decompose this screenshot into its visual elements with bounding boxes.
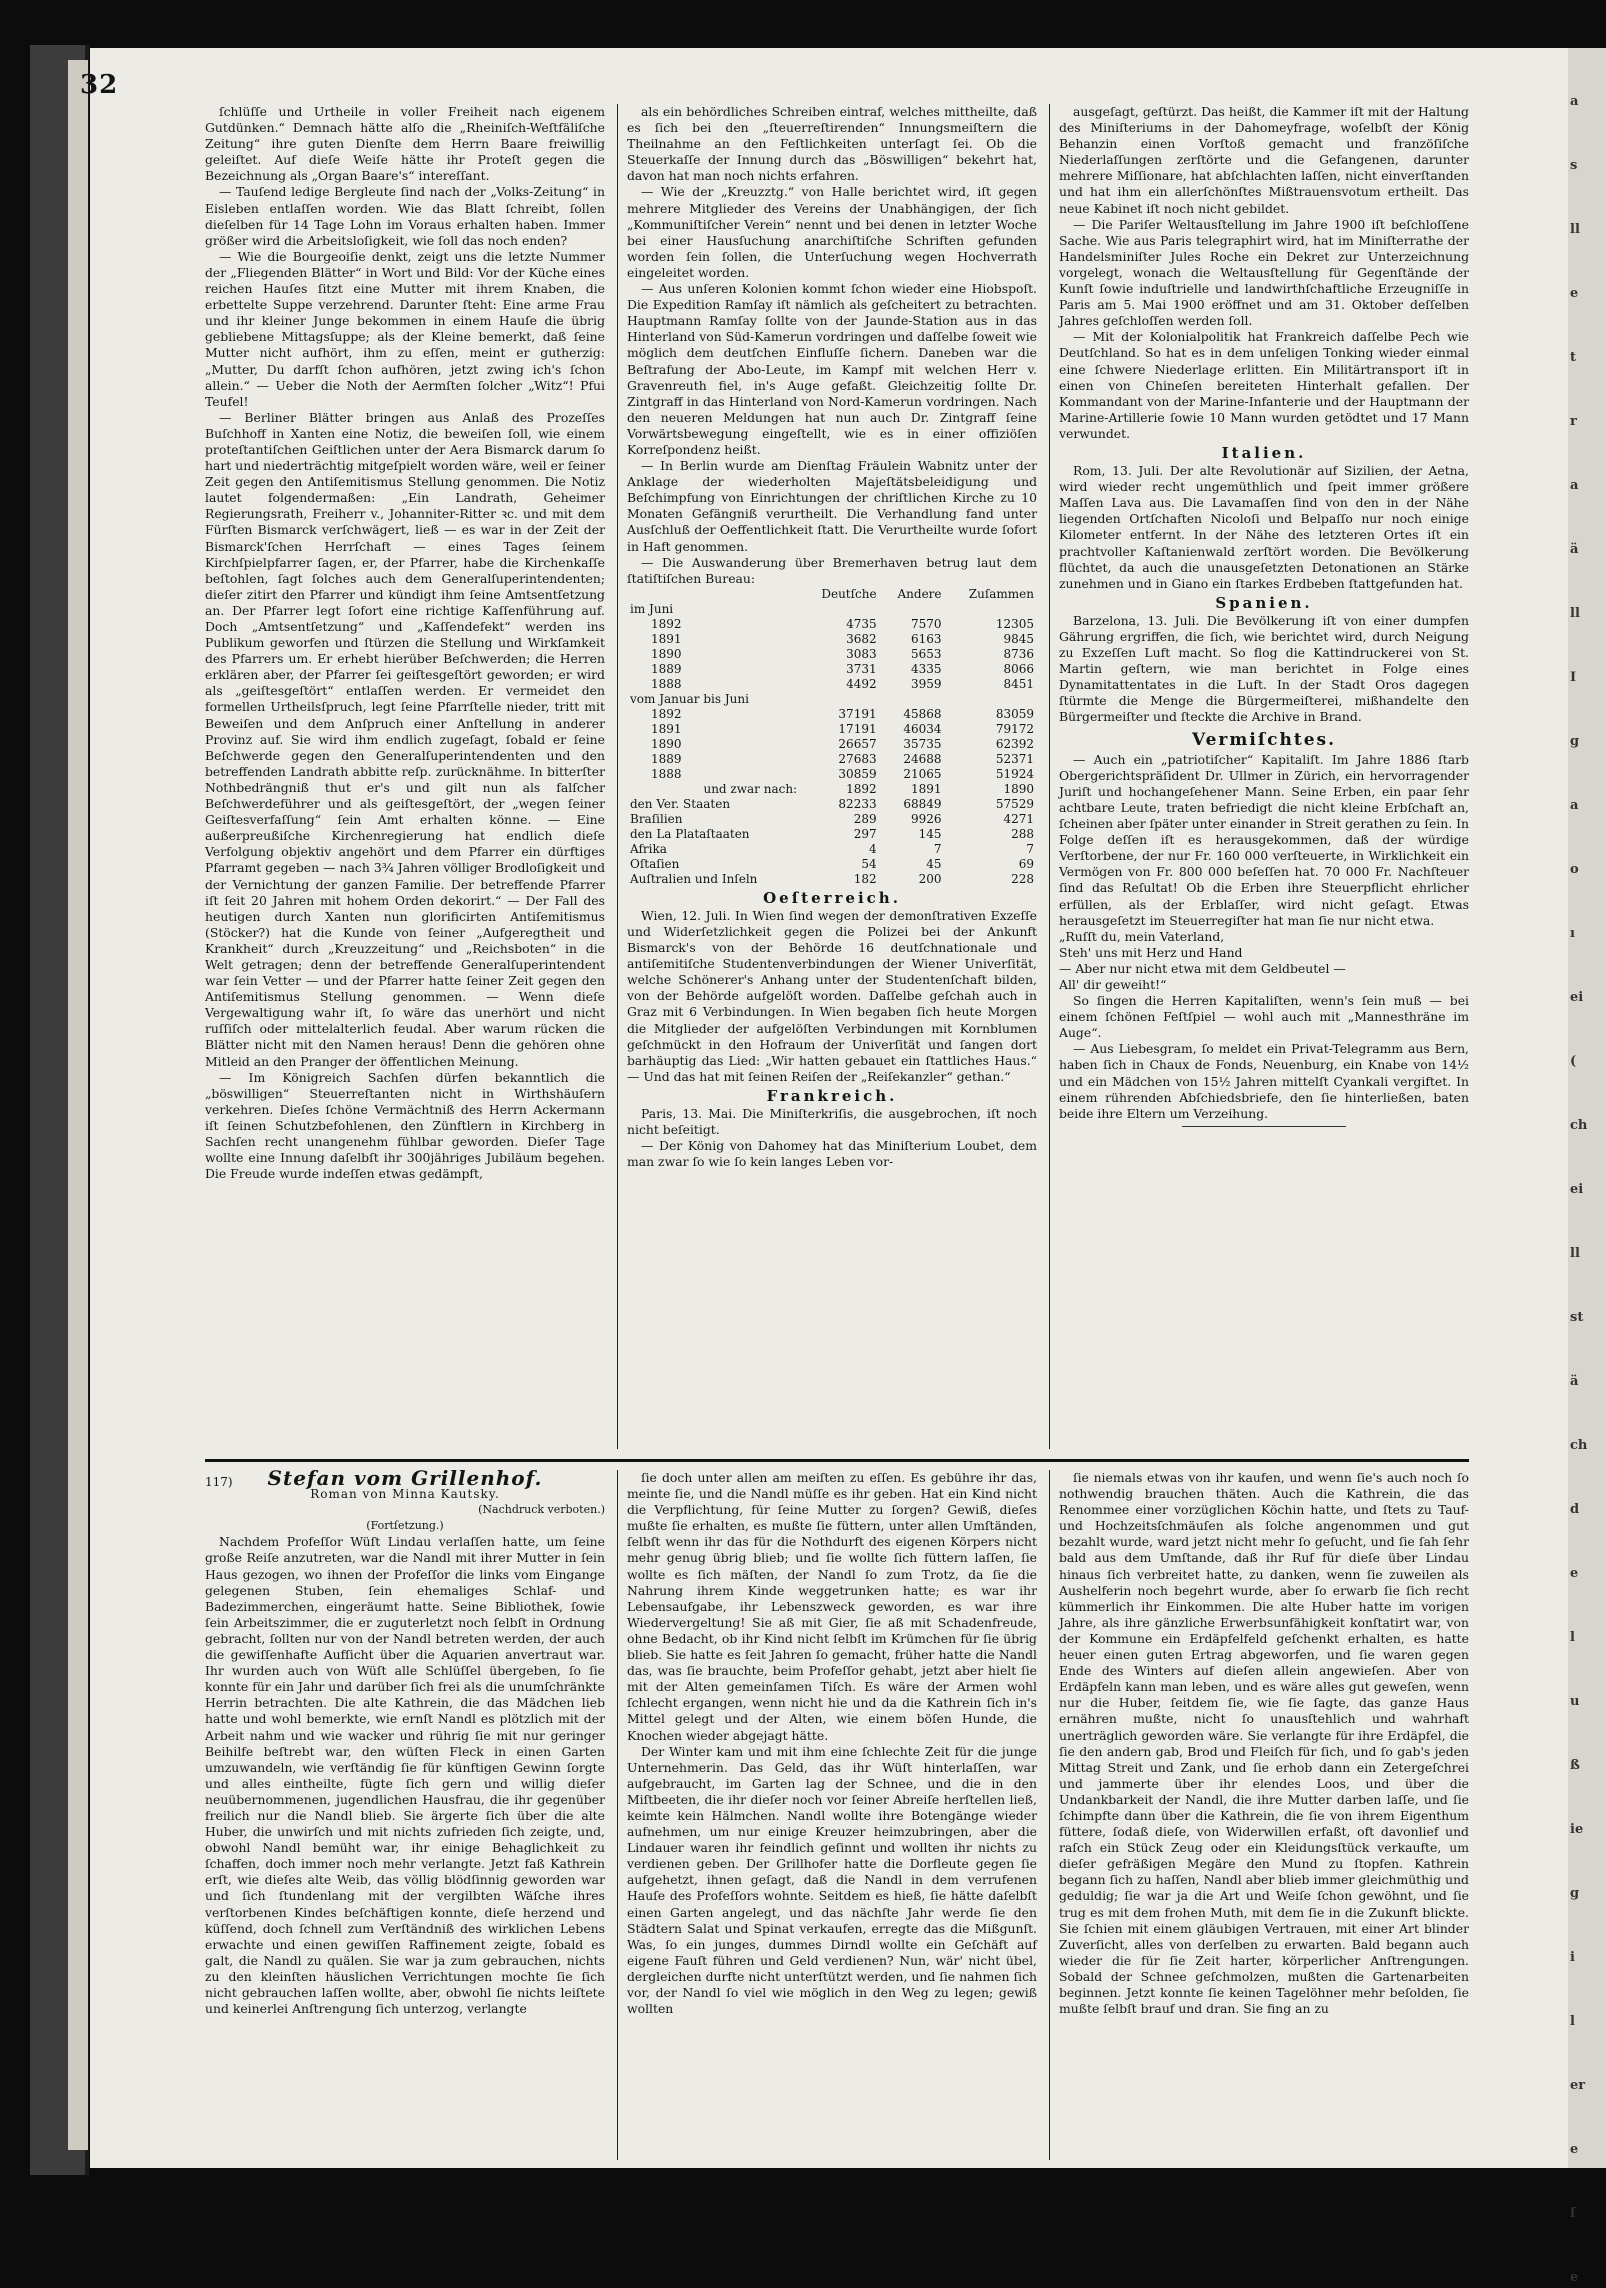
article-paragraph: — Der König von Dahomey hat das Miniſterium Loubet, dem man zwar ſo wie ſo kein langes Leben vor- (627, 1138, 1037, 1170)
table-cell: 200 (918, 871, 942, 886)
table-row (627, 767, 1037, 782)
novel-paragraph: Nachdem Profeſſor Wüſt Lindau verlaſſen hatte, um ſeine große Reiſe anzutreten, war die Nandl mit ihrer Mutter in ſein Haus gezogen, wo ihnen der Profeſſor die links vom Eingange gelegenen Stuben, ſein ehemaliges Schlaf- und Badezimmerchen, eingeräumt hatte. Seine Bibliothek, ſowie ſein Arbeitszimmer, die er zuguterletzt noch ſelbſt in Ordnung gebracht, ſollten nur von der Nandl betreten werden, der auch die gewiſſenhafte Aufſicht über die Aquarien anvertraut war. Ihr wurden auch von Wüſt alle Schlüſſel übergeben, ſo ſie konnte für ein Jahr und darüber ſich frei als die unumſchränkte Herrin betrachten. Die alte Kathrein, die das Mädchen lieb hatte und wohl bemerkte, wie ernſt Nandl es plötzlich mit der Arbeit nahm und wie wacker und rührig ſie mit nur geringer Beihilfe beſtrebt war, den wüſten Fleck in einen Garten umzuwandeln, wie verſtändig ſie für künftigen Gewinn ſorgte und alles eintheilte, fügte ſich gern und willig dieſer neuübernommenen, jugendlichen Hausfrau, die ihr gegenüber freilich nur die Nandl blieb. Sie ärgerte ſich über die alte Huber, die unwirſch und mit nichts zufrieden ſich zeigte, und, obwohl Nandl bemüht war, ihr einige Behaglichkeit zu ſchaffen, doch immer noch mehr verlangte. Jetzt faß Kathrein erſt, wie dieſes alte Weib, das völlig blödſinnig geworden war und ſich ſtundenlang mit der vergilbten Wäſche ihres verſtorbenen Kindes beſchäftigen konnte, dieſe herzend und küſſend, doch ſchnell zum Verſtändniß des wirklichen Lebens erwachte und einen gewiſſen Raffinement zeigte, ſobald es galt, die Nandl zu quälen. Sie war ja zum gebrauchen, nichts zu den kleinſten häuslichen Verrichtungen mochte ſie ſich nicht gebrauchen laſſen wollte, aber, obwohl ſie nichts leiſtete und keinerlei Anſtrengung ſich unterzog, verlangte (205, 1534, 605, 2017)
news-column-3 (1059, 104, 1469, 1449)
table-cell: 288 (1011, 826, 1034, 841)
installment-number: 117) (205, 1475, 233, 1489)
table-row (627, 827, 1037, 842)
article-paragraph: ſchlüſſe und Urtheile in voller Freiheit nach eigenem Gutdünken.“ Demnach hätte alſo die „Rheiniſch-Weſtfäliſche Zeitung“ ihre guten Dienſte dem Herrn Baare freiwillig geleiſtet. Auf dieſe Weiſe hätte ihr Proteſt gegen die Bezeichnung als „Organ Baare's“ intereſſant. (205, 104, 605, 184)
table-row (627, 722, 1037, 737)
adjacent-page-fragment: er (1570, 2078, 1586, 2093)
table-section-label: im Juni (630, 601, 674, 616)
adjacent-page-fragment: ei (1570, 1182, 1584, 1197)
table-cell: 1891 (651, 721, 682, 736)
table-cell: 145 (918, 826, 942, 841)
adjacent-page-fragment: ch (1570, 1118, 1588, 1133)
table-cell: 4735 (846, 616, 877, 631)
table-cell: 3682 (846, 631, 877, 646)
news-column-2 (627, 104, 1037, 1449)
table-header-row (627, 587, 1037, 602)
article-paragraph: — Berliner Blätter bringen aus Anlaß des Prozeſſes Buſchhoff in Xanten eine Notiz, die beweiſen ſoll, wie einem proteſtantiſchen Geiſtlichen unter der Aera Bismarck darum ſo hart und niederträchtig mitgeſpielt worden wäre, weil er ſeiner Zeit gegen den Antiſemitismus Stellung genommen. Die Notiz lautet folgendermaßen: „Ein Landrath, Geheimer Regierungsrath, Freiherr v., Johanniter-Ritter ꝛc. und mit dem Fürſten Bismarck verſchwägert, ließ — es war in der Zeit der Bismarck'ſchen Herrſchaft — eines Tages ſeinem Kirchſpielpfarrer ſagen, er, der Pfarrer, habe die Kirchenkaſſe beſtohlen, ſagt ſolches auch dem Generalſuperintendenten; dieſer zitirt den Pfarrer und kündigt ihm ſeine Amtsentſetzung an. Der Pfarrer legt ſofort eine richtige Kaſſenführung auf. Doch „Amtsentſetzung“ und „Kaſſendefekt“ werden ins Publikum geworfen und ſtürzen die Stellung und Wirkſamkeit des Pfarrers um. Er erhebt hierüber Beſchwerden; die Herren erklären aber, der Pfarrer ſei geiſtesgeſtört geworden; er wird als „geiſtesgeſtört“ entlaſſen werden. Er vermeidet den formellen Urtheilsſpruch, legt ſeine Pfarrſtelle nieder, tritt mit Beweiſen und dem Anſpruch einer Anſtellung in anderer Provinz auf. Sie wird ihm endlich zugeſagt, ſobald er ſeine Beſchwerde gegen den Generalſuperintendenten und den betreffenden Landrath abbitte reſp. zurücknähme. In bitterſter Nothbedrängniß thut er's und gilt nun als falſcher Beſchwerdeführer und als geiſtesgeſtört, der „wegen ſeiner Geiſtesverfaſſung“ ſein Amt erhalten könne. — Eine außerpreußiſche Kirchenregierung hat endlich dieſe Verfolgung objektiv angehört und dem Pfarrer ein dürftiges Pfarramt gegeben — nach 3¾ Jahren völliger Brodloſigkeit und der Vernichtung der ganzen Familie. Der betreffende Pfarrer iſt ſeit 20 Jahren mit hohem Orden dekorirt.“ — Der Fall des heutigen durch Xanten nun glorificirten Antiſemitismus (Stöcker?) hat die Kunde von ſeiner „Aufgeregtheit und Krankheit“ durch „Kreuzzeitung“ und „Reichsboten“ in die Welt getragen; denn der betreffende Generalſuperintendent war ſein Vetter — und der Pfarrer hatte ſeiner Zeit gegen den Antiſemitismus Stellung genommen. — Wenn dieſe Vergewaltigung wahr iſt, ſo wäre das unerhört und nicht ruſſiſch oder mittelalterlich feudal. Aber warum rücken die Blätter nicht mit den Namen heraus! Denn die gehören ohne Mitleid an den Pranger der öffentlichen Meinung. (205, 409, 605, 1069)
table-cell: 3083 (846, 646, 877, 661)
novel-column-2 (627, 1470, 1037, 2160)
adjacent-page-fragment: u (1570, 1694, 1580, 1709)
table-row (627, 662, 1037, 677)
novel-column-3 (1059, 1470, 1469, 2160)
adjacent-page-fragment: a (1570, 94, 1579, 109)
table-cell: 7 (933, 841, 942, 856)
table-row (627, 857, 1037, 872)
table-section-label: vom Januar bis Juni (630, 691, 749, 706)
adjacent-page-fragment: ll (1570, 1246, 1580, 1261)
adjacent-page-fragment: t (1570, 350, 1577, 365)
table-cell: 51924 (995, 766, 1034, 781)
adjacent-page-fragment: a (1570, 798, 1579, 813)
adjacent-page-edge (1568, 48, 1606, 2285)
table-cell: Braſilien (630, 811, 683, 826)
section-heading-italien: Italien. (1221, 443, 1307, 462)
table-cell: 8736 (1003, 646, 1034, 661)
table-cell: 4271 (1003, 811, 1034, 826)
article-paragraph: — Wie der „Kreuzztg.“ von Halle berichtet wird, iſt gegen mehrere Mitglieder des Vereins der Unabhängigen, der ſich „Kommuniſtiſcher Verein“ nennt und bei denen in letzter Woche bei einer Hausſuchung anarchiſtiſche Schriften gefunden worden ſein ſollen, die Unterſuchung wegen Hochverrath eingeleitet worden. (627, 184, 1037, 280)
table-cell: 1892 (651, 616, 682, 631)
table-cell: Afrika (630, 841, 667, 856)
table-row (627, 797, 1037, 812)
table-cell: 1888 (651, 766, 682, 781)
article-paragraph: — Aber nur nicht etwa mit dem Geldbeutel — (1059, 960, 1346, 976)
table-cell: 82233 (838, 796, 877, 811)
table-cell: 3731 (846, 661, 877, 676)
adjacent-page-fragment: e (1570, 1566, 1579, 1581)
adjacent-page-fragment: d (1570, 1502, 1580, 1517)
table-cell: 27683 (838, 751, 877, 766)
table-cell: 46034 (903, 721, 942, 736)
table-cell: 8451 (1003, 676, 1034, 691)
adjacent-page-fragment: ß (1570, 1758, 1580, 1773)
adjacent-page-fragment: ä (1570, 1374, 1579, 1389)
table-cell: 45 (926, 856, 942, 871)
table-cell: 3959 (910, 676, 942, 691)
article-paragraph: — Mit der Kolonialpolitik hat Frankreich daſſelbe Pech wie Deutſchland. So hat es in dem unſeligen Tonking wieder einmal eine ſchwere Niederlage erlitten. Ein Militärtransport iſt in einen von Chineſen bereiteten Hinterhalt gefallen. Der Kommandant von der Marine-Infanterie und der Hauptmann der Marine-Artillerie ſowie 10 Mann wurden getödtet und 17 Mann verwundet. (1059, 329, 1469, 441)
table-header: Zuſammen (968, 586, 1034, 601)
table-row (627, 632, 1037, 647)
adjacent-page-fragment: e (1570, 286, 1579, 301)
adjacent-page-fragment: l (1570, 2014, 1575, 2029)
table-cell: 57529 (995, 796, 1034, 811)
table-cell: 297 (853, 826, 877, 841)
novel-paragraph: Der Winter kam und mit ihm eine ſchlechte Zeit für die junge Unternehmerin. Das Geld, das ihr Wüſt hinterlaſſen, war aufgebraucht, im Garten lag der Schnee, und die in den Miſtbeeten, die ihr dieſer noch vor ſeiner Abreiſe herſtellen ließ, keimte kein Hälmchen. Nandl wollte ihre Botengänge wieder aufnehmen, um nur einige Kreuzer heimzubringen, aber die Lindauer waren ihr feindlich geſinnt und wollten ihr nichts zu verdienen geben. Der Grillhofer hatte die Dorfleute gegen ſie aufgehetzt, ihnen geſagt, daß die Nandl in dem verrufenen Hauſe des Profeſſors wohnte. Seitdem es hieß, ſie hätte daſelbſt einen Garten angelegt, und das nächſte Jahr werde ſie den Städtern Salat und Spinat verkaufen, erregte das die Mißgunſt. Was, ſo ein junges, dummes Dirndl wollte ein Geſchäft auf eigene Fauſt führen und Geld verdienen? Nun, wär' nicht übel, dergleichen durfte nicht unterſtützt werden, und ſie nahmen ſich vor, der Nandl ſo viel wie möglich in den Weg zu legen; gewiß wollten (627, 1743, 1037, 2017)
table-cell: 24688 (903, 751, 942, 766)
emigration-table (627, 587, 1037, 887)
article-paragraph: ausgeſagt, geſtürzt. Das heißt, die Kammer iſt mit der Haltung des Miniſteriums in der Dahomeyfrage, woſelbſt der König Behanzin einen Vorſtoß gemacht und franzöſiſche Niederlaſſungen zerſtörte und die Gefangenen, darunter mehrere Miſſionare, hat abſchlachten laſſen, nicht einverſtanden und hat ihm ein allerſchönſtes Mißtrauensvotum ertheilt. Das neue Kabinet iſt noch nicht gebildet. (1059, 104, 1469, 216)
table-cell: 4 (868, 841, 877, 856)
table-header-row (627, 782, 1037, 797)
article-paragraph: Wien, 12. Juli. In Wien ſind wegen der demonſtrativen Exzeſſe und Widerſetzlichkeit gegen die Polizei bei der Ankunft Bismarck's von der Behörde 16 deutſchnationale und antiſemitiſche Studentenverbindungen der Wiener Univerſität, welche Schönerer's Anhang unter der Studentenſchaft bilden, von der Behörde aufgelöſt worden. Daſſelbe geſchah auch in Graz mit 6 Verbindungen. In Wien begaben ſich heute Morgen die Mitglieder der aufgelöſten Verbindungen mit Kornblumen geſchmückt in den Hofraum der Univerſität und ſangen dort barhäuptig das Lied: „Wir hatten gebauet ein ſtattliches Haus.“ — Und das hat mit ſeinen Reiſen der „Reiſekanzler“ gethan.“ (627, 907, 1037, 1084)
reprint-notice: (Nachdruck verboten.) (478, 1503, 605, 1517)
table-cell: 6163 (910, 631, 942, 646)
table-cell: 69 (1018, 856, 1034, 871)
table-cell: 228 (1011, 871, 1034, 886)
adjacent-page-fragment: r (1570, 414, 1577, 429)
article-paragraph: — Im Königreich Sachſen dürfen bekanntlich die „böswilligen“ Steuerreſtanten nicht in Wirthshäuſern verkehren. Dieſes ſchöne Vermächtniß des Herrn Ackermann iſt ſeinen Schutzbefohlenen, den Zünftlern in Kirchberg in Sachſen recht unangenehm fühlbar geworden. Dieſer Tage wollte eine Innung daſelbſt ihr 300jähriges Jubiläum begehen. Die Freude wurde indeſſen etwas gedämpft, (205, 1069, 605, 1182)
adjacent-page-fragment: I (1570, 670, 1577, 685)
table-row (627, 812, 1037, 827)
novel-paragraph: ſie niemals etwas von ihr kaufen, und wenn ſie's auch noch ſo nothwendig brauchen thäten. Auch die Kathrein, die das Renommee einer vorzüglichen Köchin hatte, und ſtets zu Tauf- und Hochzeitsſchmäuſen als ſolche angenommen und gut bezahlt wurde, ward jetzt nicht mehr ſo geſucht, und ſie ſah ſehr bald aus dem Umſtande, daß ihr Ruf für dieſe über Lindau hinaus ſich verbreitet hatte, zu danken, wenn ſie zuweilen als Aushelferin noch begehrt wurde, aber ſo erwarb ſie ſich recht kümmerlich ihr Einkommen. Die alte Huber hatte im vorigen Jahre, als ihre gänzliche Erwerbsunfähigkeit konſtatirt war, von der Kommune ein Erdäpfelfeld geſchenkt erhalten, es hatte heuer einen guten Ertrag abgeworfen, und ſie waren gegen Ende des Winters auf dieſen allein angewieſen. Aber von Erdäpfeln kann man leben, und es wäre alles gut geweſen, wenn nur die Huber, ſeitdem ſie, wie ſie ſagte, das ganze Haus ernähren mußte, nicht ſo unausſtehlich und wahrhaft unerträglich geworden wäre. Sie verlangte für ihre Erdäpfel, die ſie den andern gab, Brod und Fleiſch für ſich, und ſo gab's jeden Mittag Streit und Zank, und ſie erhob dann ein Zetergeſchrei und jammerte über ihr elendes Loos, und über die Undankbarkeit der Nandl, die ihre Mutter darben laſſe, und ſie ſchimpfte dann über die Kathrein, die ſie von ihrem Eigenthum füttere, ſodaß dieſe, von Widerwillen erfaßt, oft davonlief und raſch ein Stück Zeug oder ein Kleidungsſtück verkaufte, um dieſer gefräßigen Megäre den Mund zu ſtopfen. Kathrein begann ſich zu haſſen, Nandl aber blieb immer gleichmüthig und geduldig; ſie war ja die Art und Weiſe ſchon gewöhnt, und ſie trug es mit dem frohen Muth, mit dem ſie in die Zukunft blickte. Sie ſchien mit einem gläubigen Vertrauen, mit einer Art blinder Zuverſicht, alles von derſelben zu erwarten. Bald begann auch wieder die für ſie Zeit harter, körperlicher Anſtrengungen. Sobald der Schnee geſchmolzen, mußten die Gartenarbeiten beginnen. Jetzt konnte ſie keinen Tagelöhner mehr beſolden, ſie mußte ſelbſt brauf und dran. Sie fing an zu (1059, 1470, 1469, 2017)
table-cell: 21065 (903, 766, 942, 781)
table-row (627, 842, 1037, 857)
adjacent-page-fragment: o (1570, 862, 1579, 877)
adjacent-page-fragment: e (1570, 2270, 1579, 2285)
table-cell: 1891 (651, 631, 682, 646)
table-cell: 1889 (651, 751, 682, 766)
news-column-1 (205, 104, 605, 1449)
article-paragraph: Rom, 13. Juli. Der alte Revolutionär auf Sizilien, der Aetna, wird wieder recht ungemüthlich und ſpeit immer größere Maſſen Lava aus. Die Lavamaſſen ſind von den in der Nähe liegenden Ortſchaften Nicoloſi und Belpaſſo nur noch einige Kilometer entfernt. In der Nähe des letzteren Ortes iſt ein prachtvoller Kaſtanienwald zerſtört worden. Die Bevölkerung flüchtet, da auch die unausgeſetzten Detonationen an Stärke zunehmen und in Giano ein ſtarkes Erdbeben ſtattgefunden hat. (1059, 463, 1469, 591)
page-number: 32 (80, 70, 119, 100)
table-cell: 17191 (838, 721, 877, 736)
table-cell: 289 (853, 811, 877, 826)
column-divider (617, 1470, 618, 2160)
section-heading-frankreich: Frankreich. (766, 1086, 898, 1105)
adjacent-page-fragment: ſ (1570, 2206, 1576, 2221)
table-cell: 5653 (910, 646, 942, 661)
newspaper-page (80, 48, 1568, 2168)
adjacent-page-fragment: i (1570, 1950, 1575, 1965)
feuilleton-divider (205, 1459, 1469, 1462)
table-header: 1891 (910, 781, 942, 796)
article-paragraph: All' dir geweiht!“ (1059, 976, 1167, 992)
table-row (627, 707, 1037, 722)
column-divider (1049, 1470, 1050, 2160)
article-paragraph: — Tauſend ledige Bergleute ſind nach der „Volks-Zeitung“ in Eisleben entlaſſen worden. Wie das Blatt ſchreibt, ſollen dieſelben für 14 Tage Lohn im Voraus erhalten haben. Immer größer wird die Arbeitsloſigkeit, wie ſoll das noch enden? (205, 184, 605, 248)
adjacent-page-fragment: l (1570, 1630, 1575, 1645)
table-header: 1892 (846, 781, 877, 796)
table-cell: 30859 (838, 766, 877, 781)
article-paragraph: „Ruſſt du, mein Vaterland, (1059, 928, 1225, 944)
table-cell: den Ver. Staaten (630, 796, 731, 811)
table-cell: 4335 (910, 661, 942, 676)
table-row (627, 752, 1037, 767)
novel-column-1 (205, 1466, 605, 2160)
adjacent-page-fragment: ä (1570, 542, 1579, 557)
novel-author: Roman von Minna Kautsky. (310, 1487, 500, 1502)
adjacent-page-fragment: e (1570, 2142, 1579, 2157)
article-paragraph: Steh' uns mit Herz und Hand (1059, 944, 1243, 960)
table-cell: 182 (853, 871, 877, 886)
adjacent-page-fragment: ll (1570, 222, 1580, 237)
article-paragraph: als ein behördliches Schreiben eintraf, welches mittheilte, daß es ſich bei den „ſteuerreſtirenden“ Innungsmeiſtern die Theilnahme an den Feſtlichkeiten unterſagt ſei. Ob die Steuerkaſſe der Innung durch das „Böswilligen“ bekehrt hat, davon hat man noch nichts erfahren. (627, 104, 1037, 184)
column-divider (1049, 104, 1050, 1449)
table-section-label: und zwar nach: (703, 781, 798, 796)
table-cell: Auſtralien und Inſeln (630, 871, 758, 886)
article-paragraph: — Auch ein „patriotiſcher“ Kapitaliſt. Im Jahre 1886 ſtarb Obergerichtspräſident Dr. Ullmer in Zürich, ein hervorragender Juriſt und hochangeſehener Mann. Seine Erben, ein paar ſehr achtbare Leute, traten befriedigt die nicht kleine Erbſchaft an, ſcheinen aber ſpäter unter einander in Streit gerathen zu ſein. In Folge deſſen iſt es herausgekommen, daß der würdige Verſtorbene, der nur Fr. 160 000 verſteuerte, in Wirklichkeit ein Vermögen von Fr. 800 000 beſeſſen hat. 70 000 Fr. Nachſteuer ſind das Reſultat! Ob die Erben ihre Steuerpflicht ehrlicher erfüllen, als der Erblaſſer, wird nicht geſagt. Etwas herausgeſetzt im Steuerregiſter hat man ſie nur nicht etwa. (1059, 751, 1469, 928)
adjacent-page-fragment: ei (1570, 990, 1584, 1005)
section-end-rule (1182, 1126, 1346, 1127)
table-cell: 45868 (903, 706, 942, 721)
adjacent-page-fragment: ı (1570, 926, 1575, 941)
article-paragraph: — In Berlin wurde am Dienſtag Fräulein Wabnitz unter der Anklage der wiederholten Majeſtätsbeleidigung und Beſchimpfung von Einrichtungen der chriſtlichen Kirche zu 10 Monaten Gefängniß verurtheilt. Die Verhandlung fand unter Ausſchluß der Oeffentlichkeit ſtatt. Die Verurtheilte wurde ſofort in Haft genommen. (627, 458, 1037, 554)
adjacent-page-fragment: g (1570, 734, 1580, 749)
continuation-note: (Fortſetzung.) (366, 1519, 444, 1533)
table-cell: 1890 (651, 736, 682, 751)
table-cell: den La Plataſtaaten (630, 826, 750, 841)
article-paragraph: — Aus unſeren Kolonien kommt ſchon wieder eine Hiobspoſt. Die Expedition Ramſay iſt nämlich als geſcheitert zu betrachten. Hauptmann Ramſay ſollte von der Jaunde-Station aus in das Hinterland von Süd-Kamerun vordringen und daſſelbe ſoweit wie möglich dem deutſchen Einfluſſe ſichern. Daneben war die Beſtrafung der Abo-Leute, im Kampf mit welchen Herr v. Gravenreuth fiel, in's Auge gefaßt. Gleichzeitig ſollte Dr. Zintgraff in das Hinterland von Nord-Kamerun vordringen. Nach den neueren Meldungen hat nun auch Dr. Zintgraff ſeine Vorwärtsbewegung eingeſtellt, wie es in einer offiziöſen Korreſpondenz heißt. (627, 281, 1037, 457)
table-row (627, 617, 1037, 632)
table-cell: 35735 (903, 736, 942, 751)
table-cell: 52371 (995, 751, 1034, 766)
table-cell: 26657 (838, 736, 877, 751)
column-divider (617, 104, 618, 1449)
table-header: 1890 (1003, 781, 1034, 796)
table-cell: 4492 (846, 676, 877, 691)
adjacent-page-fragment: ( (1570, 1054, 1577, 1069)
table-cell: 9926 (910, 811, 942, 826)
table-row (627, 647, 1037, 662)
table-cell: 12305 (995, 616, 1034, 631)
table-cell: 7 (1026, 841, 1034, 856)
adjacent-page-fragment: ie (1570, 1822, 1584, 1837)
table-cell: 1889 (651, 661, 682, 676)
section-heading-oesterreich: Oeſterreich. (763, 888, 901, 907)
adjacent-page-fragment: g (1570, 1886, 1580, 1901)
novel-title: Stefan vom Grillenhof. (267, 1466, 543, 1490)
page-gutter (68, 60, 88, 2150)
adjacent-page-fragment: st (1570, 1310, 1584, 1325)
table-cell: 62392 (995, 736, 1034, 751)
table-cell: 7570 (910, 616, 942, 631)
article-paragraph: Paris, 13. Mai. Die Miniſterkriſis, die ausgebrochen, iſt noch nicht beſeitigt. (627, 1106, 1037, 1138)
article-paragraph: Barzelona, 13. Juli. Die Bevölkerung iſt von einer dumpfen Gährung ergriffen, die ſich, wie berichtet wird, durch Neigung zu Exzeſſen Luft macht. So flog die Kattindruckerei von St. Martin geſtern, wie man berichtet in Folge eines Dynamitattentates in die Luft. In der Stadt Oros dagegen ſtürmte die Menge die Bürgermeiſterei, mißhandelte den Bürgermeiſter und ſteckte die Archive in Brand. (1059, 612, 1469, 725)
adjacent-page-fragment: a (1570, 478, 1579, 493)
table-cell: 79172 (995, 721, 1034, 736)
section-heading-vermischtes: Vermiſchtes. (1191, 729, 1337, 750)
table-cell: 9845 (1003, 631, 1034, 646)
adjacent-page-fragment: s (1570, 158, 1578, 173)
table-row (627, 737, 1037, 752)
table-cell: 1890 (651, 646, 682, 661)
table-cell: 1892 (651, 706, 682, 721)
table-cell: 1888 (651, 676, 682, 691)
article-paragraph: — Wie die Bourgeoiſie denkt, zeigt uns die letzte Nummer der „Fliegenden Blätter“ in Wort und Bild: Vor der Küche eines reichen Hauſes ſitzt eine Mutter mit ihrem Knaben, die erbettelte Suppe verzehrend. Darunter ſteht: Eine arme Frau und ihr kleiner Junge bekommen in einem Hauſe die übrig gebliebene Mittagsſuppe; als der Kleine bemerkt, daß ſeine Mutter nicht aufhört, ihm zu eſſen, meint er gutherzig: „Mutter, Du darfſt ſchon aufhören, jetzt zwing ich's ſchon allein.“ — Ueber die Noth der Aermſten ſolcher „Witz“! Pfui Teufel! (205, 248, 605, 409)
table-cell: 68849 (903, 796, 942, 811)
article-paragraph: — Aus Liebesgram, ſo meldet ein Privat-Telegramm aus Bern, haben ſich in Chaux de Fonds, Neuenburg, ein Knabe von 14½ und ein Mädchen von 15½ Jahren mittelſt Cyankali vergiftet. In einem rührenden Abſchiedsbriefe, den ſie hinterließen, baten beide ihre Eltern um Verzeihung. (1059, 1041, 1469, 1121)
table-row (627, 677, 1037, 692)
table-cell: 37191 (838, 706, 877, 721)
article-paragraph: So ſingen die Herren Kapitaliſten, wenn's ſein muß — bei einem ſchönen Feſtſpiel — wohl auch mit „Mannesthräne im Auge“. (1059, 993, 1469, 1041)
article-paragraph: — Die Auswanderung über Bremerhaven betrug laut dem ſtatiſtiſchen Bureau: (627, 554, 1037, 586)
adjacent-page-fragment: ch (1570, 1438, 1588, 1453)
table-header: Deutſche (821, 586, 877, 601)
novel-paragraph: ſie doch unter allen am meiſten zu eſſen. Es gebühre ihr das, meinte ſie, und die Nandl müſſe es ihr geben. Hat ein Kind nicht die Verpflichtung, für ſeine Mutter zu ſorgen? Gewiß, dieſes mußte ſie erhalten, es mußte ſie füttern, unter allen Umſtänden, ſelbſt wenn ihr das für die Nothdurft des eigenen Körpers nicht mehr genug übrig blieb; und ſie wollte ſich füttern laſſen, ſie wollte es ſich mäſten, der Nandl ſo zum Trotz, da ſie die Nahrung ihrem Kinde weggetrunken hatte; es war ihr Lebensaufgabe, ihr Lebenszweck geworden, es war ihre Wiedervergeltung! Sie aß mit Gier, ſie aß mit Schadenfreude, ohne Bedacht, ob ihr Kind nicht ſelbſt im Krümchen für ſie übrig blieb. Sie hatte es ſeit Jahren ſo gemacht, früher hatte die Nandl das, was ſie brauchte, beim Profeſſor gehabt, jetzt aber hielt ſie mit der Alten gemeinſamen Tiſch. Es wäre der Armen wohl ſchlecht ergangen, wenn nicht hie und da die Kathrein ſich in's Mittel gelegt und der Alten, wie einem böſen Hunde, die Knochen wieder abgejagt hätte. (627, 1470, 1037, 1743)
table-cell: 54 (861, 856, 877, 871)
table-cell: 83059 (995, 706, 1034, 721)
table-cell: Oſtaſien (630, 856, 680, 871)
table-row (627, 872, 1037, 887)
table-cell: 8066 (1003, 661, 1034, 676)
table-header: Andere (897, 586, 942, 601)
article-paragraph: — Die Pariſer Weltausſtellung im Jahre 1900 iſt beſchloſſene Sache. Wie aus Paris telegraphirt wird, hat im Miniſterrathe der Handelsminiſter Jules Roche ein Dekret zur Unterzeichnung vorgelegt, wonach die Weltausſtellung für Gegenſtände der Kunſt ſowie induſtrielle und landwirthſchaftliche Erzeugniſſe in Paris am 5. Mai 1900 eröffnet und am 31. Oktober deſſelben Jahres geſchloſſen werden ſoll. (1059, 216, 1469, 329)
section-heading-spanien: Spanien. (1215, 593, 1313, 612)
adjacent-page-fragment: ll (1570, 606, 1580, 621)
